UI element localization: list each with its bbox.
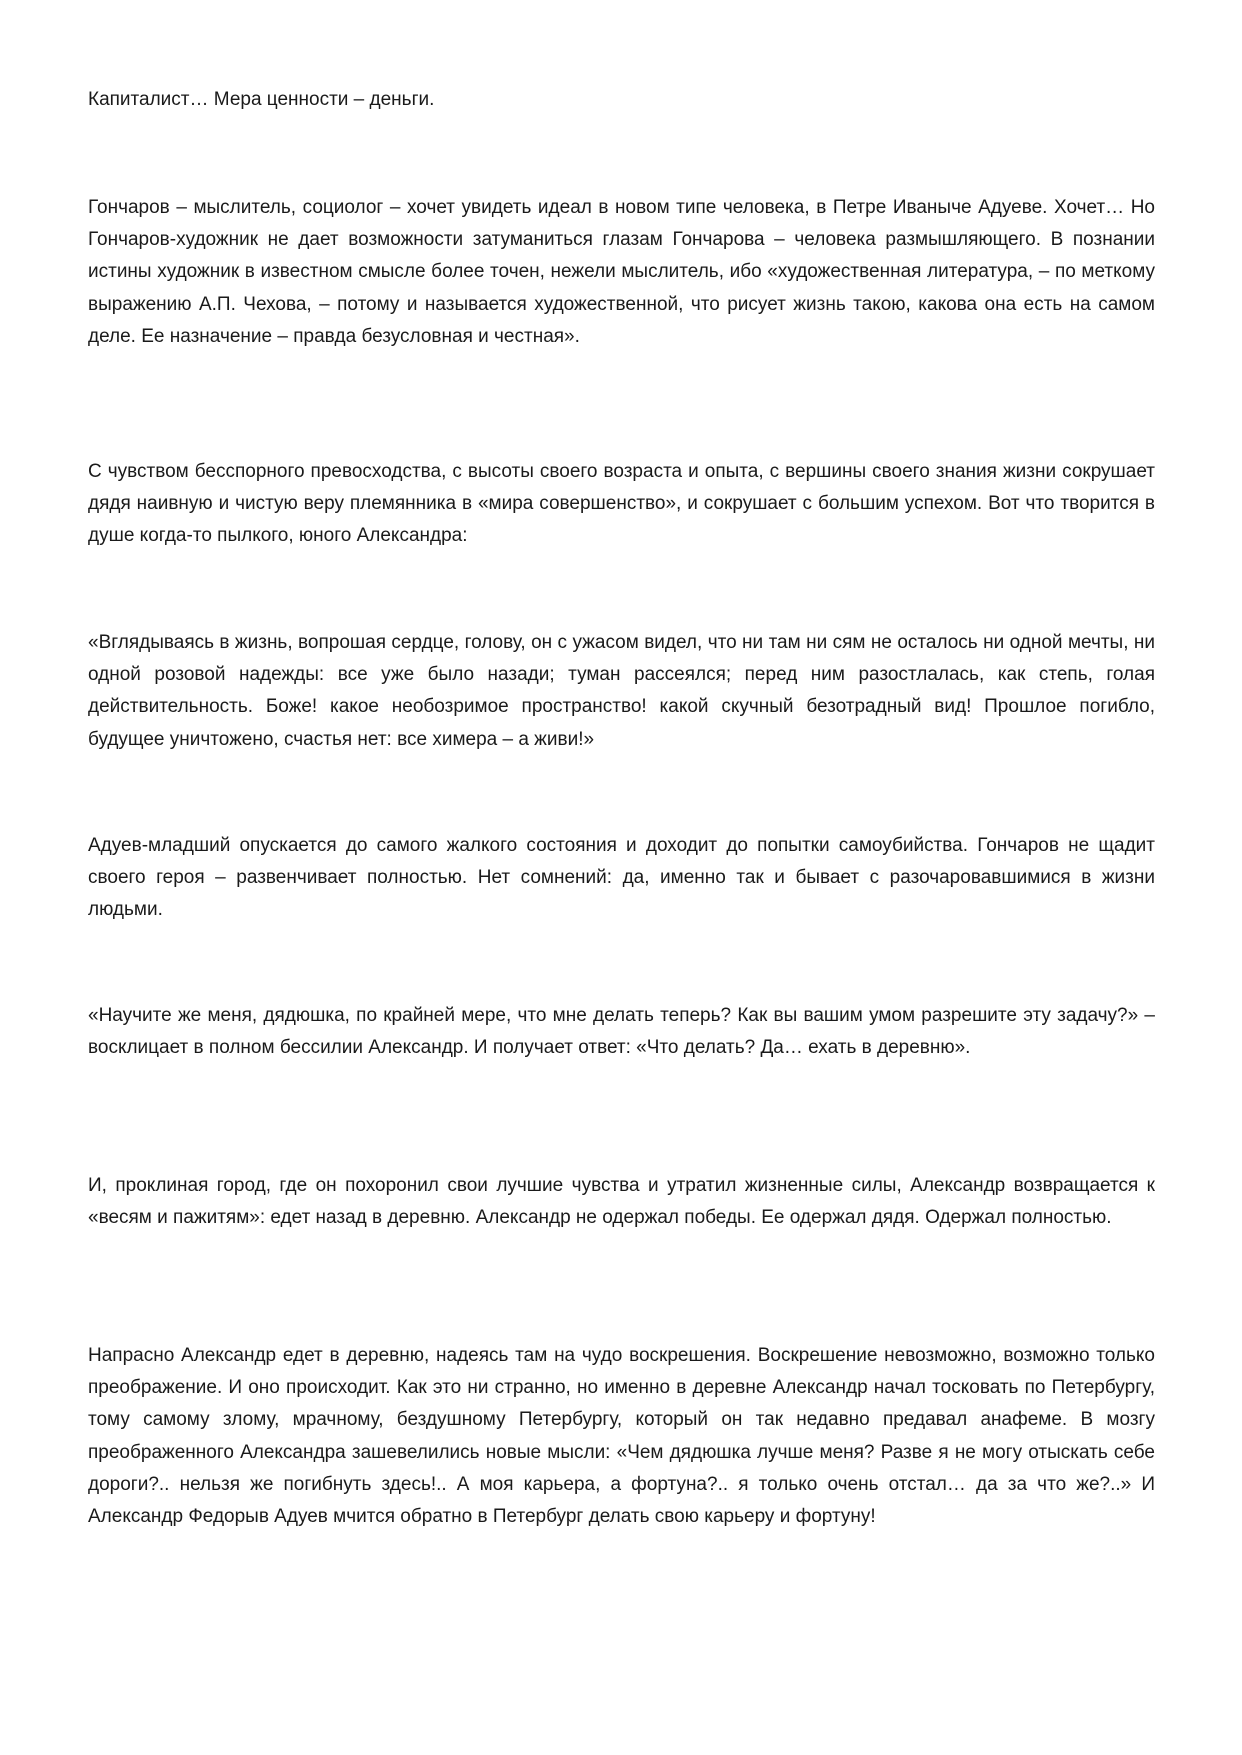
paragraph-uncle-crushes-faith: С чувством бесспорного превосходства, с высоты своего возраста и опыта, с вершины своего знания жизни сокрушает дядя наивную и чистую веру племянника в «мира совершенство», и сокрушает с большим успехом. Вот что творится в душе когда-то пылкого, юного Александра: [88,461,1155,547]
paragraph-transformation: Напрасно Александр едет в деревню, надеясь там на чудо воскрешения. Воскрешение невозможно, возможно только преображение. И оно происходит. Как это ни странно, но именно в деревне Александр начал тосковать по Петербургу, тому самому злому, мрачному, бездушному Петербургу, который он так недавно предавал анафеме. В мозгу преображенного Александра зашевелились новые мысли: «Чем дядюшка лучше меня? Разве я не могу отыскать себе дороги?.. нельзя же погибнуть здесь!.. А моя карьера, а фортуна?.. я только очень отстал… да за что же?..» И Александр Федорыв Адуев мчится обратно в Петербург делать свою карьеру и фортуну! [88,1345,1155,1528]
paragraph-cursing-the-city: И, проклиная город, где он похоронил свои лучшие чувства и утратил жизненные силы, Александр возвращается к «весям и пажитям»: едет назад в деревню. Александр не одержал победы. Ее одержал дядя. Одержал полностью. [88,1175,1155,1229]
paragraph-quote-looking-into-life: «Вглядываясь в жизнь, вопрошая сердце, голову, он с ужасом видел, что ни там ни сям не осталось ни одной мечты, ни одной розовой надежды: все уже было назади; туман рассеялся; перед ним разостлалась, как степь, голая действительность. Боже! какое необозримое пространство! какой скучный безотрадный вид! Прошлое погибло, будущее уничтожено, счастья нет: все химера – а живи!» [88,632,1155,750]
paragraph-quote-teach-me: «Научите же меня, дядюшка, по крайней мере, что мне делать теперь? Как вы вашим умом разрешите эту задачу?» – восклицает в полном бессилии Александр. И получает ответ: «Что делать? Да… ехать в деревню». [88,1005,1155,1059]
paragraph-capitalist: Капиталист… Мера ценности – деньги. [88,89,435,110]
paragraph-aduev-junior: Адуев-младший опускается до самого жалкого состояния и доходит до попытки самоубийства. Гончаров не щадит своего героя – развенчивает полностью. Нет сомнений: да, именно так и бывает с разочаровавшимися в жизни людьми. [88,835,1155,921]
paragraph-goncharov-thinker: Гончаров – мыслитель, социолог – хочет увидеть идеал в новом типе человека, в Петре Иваныче Адуеве. Хочет… Но Гончаров-художник не дает возможности затуманиться глазам Гончарова – человека размышляющего. В познании истины художник в известном смысле более точен, нежели мыслитель, ибо «художественная литература, – по меткому выражению А.П. Чехова, – потому и называется художественной, что рисует жизнь такою, какова она есть на самом деле. Ее назначение – правда безусловная и честная». [88,197,1155,347]
